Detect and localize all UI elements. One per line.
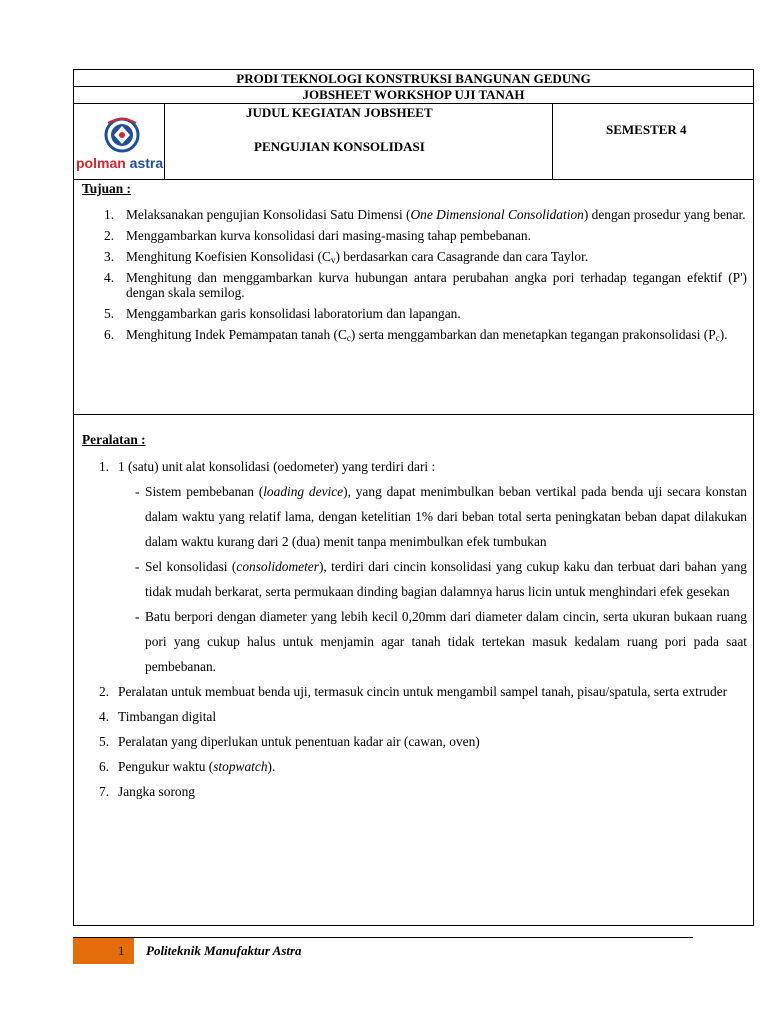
- list-item: 2. Menggambarkan kurva konsolidasi dari masing-masing tahap pembebanan.: [104, 228, 531, 243]
- divider: [74, 414, 753, 415]
- jobsheet-frame: [73, 69, 754, 926]
- list-item: 5. Peralatan yang diperlukan untuk penentuan kadar air (cawan, oven): [99, 734, 480, 749]
- tujuan-title: Tujuan :: [82, 181, 132, 196]
- list-subitem: - Sel konsolidasi (consolidometer), terdiri dari cincin konsolidasi yang cukup kaku dan terbuat dari bahan yang tidak mudah berkarat, serta permukaan dinding bagian dalamnya harus licin untuk menghindari efek gesekan: [135, 559, 747, 599]
- list-item: 6. Menghitung Indek Pemampatan tanah $(C_c)$ serta menggambarkan dan menetapkan tegangan prakonsolidasi $(P_c)$.: [104, 327, 728, 343]
- list-item: 1. 1 (satu) unit alat konsolidasi (oedometer) yang terdiri dari :: [99, 459, 436, 474]
- peralatan-list: [82, 454, 747, 804]
- divider: [552, 103, 553, 179]
- prodi-title: PRODI TEKNOLOGI KONSTRUKSI BANGUNAN GEDUNG: [236, 71, 591, 86]
- semester-label: SEMESTER 4: [606, 122, 687, 137]
- logo-text-polman: polman: [76, 155, 126, 171]
- polman-astra-logo: [78, 117, 166, 179]
- list-item: 5. Menggambarkan garis konsolidasi laboratorium dan lapangan.: [104, 306, 461, 321]
- footer-accent-box: [73, 938, 134, 964]
- divider: [74, 103, 753, 104]
- list-subitem: - Batu berpori dengan diameter yang lebih kecil 0,20mm dari diameter dalam cincin, serta ukuran bukaan ruang pori yang cukup halus untuk menjamin agar tanah tidak tertekan masuk kedalam ruang pori pada saat pembebanan.: [135, 609, 747, 674]
- jobsheet-title: JOBSHEET WORKSHOP UJI TANAH: [302, 87, 525, 102]
- list-item: 2. Peralatan untuk membuat benda uji, termasuk cincin untuk mengambil sampel tanah, pisau/spatula, serta extruder: [99, 684, 728, 699]
- footer-rule: [73, 937, 693, 938]
- list-item: 6. Pengukur waktu (stopwatch).: [99, 759, 276, 774]
- divider: [74, 179, 753, 180]
- list-item: 7. Jangka sorong: [99, 784, 195, 799]
- judul-kegiatan-label: JUDUL KEGIATAN JOBSHEET: [246, 105, 433, 120]
- peralatan-title: Peralatan :: [82, 432, 146, 447]
- kegiatan-title: PENGUJIAN KONSOLIDASI: [254, 139, 425, 154]
- list-item: 3. Menghitung Koefisien Konsolidasi $(C_v)$ berdasarkan cara Casagrande dan cara Taylor.: [104, 249, 589, 265]
- list-subitem: - Sistem pembebanan (loading device), yang dapat menimbulkan beban vertikal pada benda uji secara konstan dalam waktu yang relatif lama, dengan ketelitian 1% dari beban total serta peningkatan beban dapat dilakukan dalam waktu kurang dari 2 (dua) menit tanpa menimbulkan efek tumbukan: [135, 484, 747, 549]
- page-number: 1: [118, 943, 125, 958]
- list-item: 4. Timbangan digital: [99, 709, 217, 724]
- logo-text-astra: astra: [129, 155, 164, 171]
- tujuan-list: [82, 207, 747, 348]
- footer-institution: Politeknik Manufaktur Astra: [146, 943, 302, 958]
- list-item: 4. Menghitung dan menggambarkan kurva hubungan antara perubahan angka pori terhadap tegangan efektif (P') dengan skala semilog.: [104, 270, 747, 300]
- list-item: 1. Melaksanakan pengujian Konsolidasi Satu Dimensi (One Dimensional Consolidation) dengan prosedur yang benar.: [104, 207, 746, 222]
